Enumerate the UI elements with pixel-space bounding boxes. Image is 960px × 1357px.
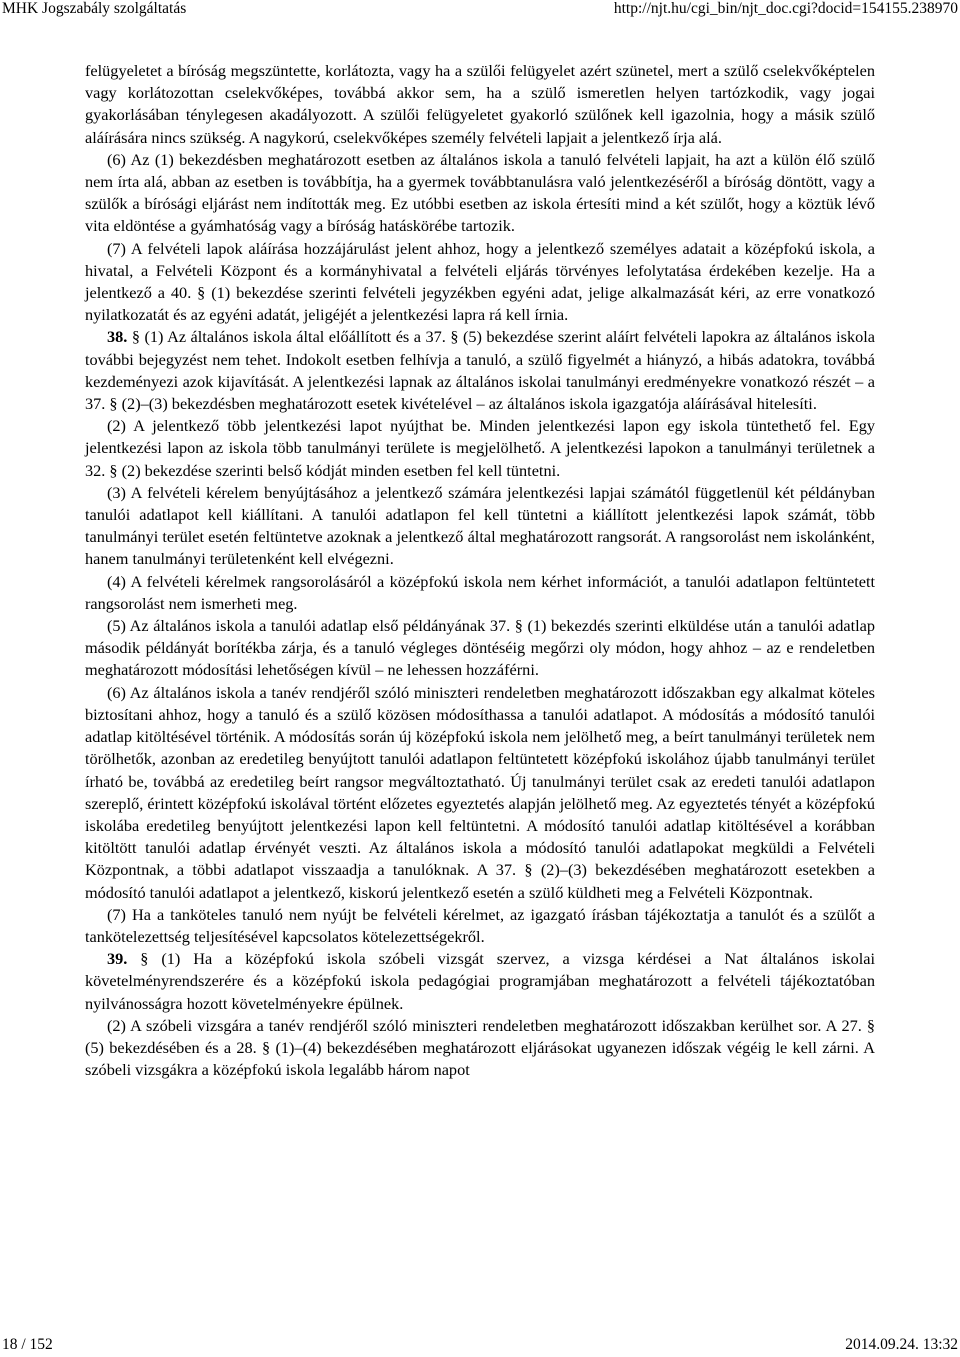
page-header: [0, 0, 960, 18]
header-source: MHK Jogszabály szolgáltatás: [2, 0, 187, 17]
section-text: § (1) Az általános iskola által előállított és a 37. § (5) bekezdése szerint aláírt felvételi lapokra az általános iskola további bejegyzést nem tehet. Indokolt esetben felhívja a tanuló, a szülő figyelmét a hiányzó, a hibás adatokra, továbbá kezdeményezi azok kijavítását. A jelentkezési lapnak az általános iskolai tanulmányi eredményekre vonatkozó részét – a 37. § (2)–(3) bekezdésben meghatározott esetek kivételével – az általános iskola igazgatója aláírásával hitelesíti.: [85, 327, 875, 414]
paragraph: felügyeletet a bíróság megszüntette, korlátozta, vagy ha a szülői felügyelet azért szünetel, mert a szülő cselekvőképtelen vagy korlátozottan cselekvőképes, továbbá akkor sem, ha a szülő ismeretlen helyen tartózkodik, vagy jogai gyakorlásában ténylegesen akadályozott. A szülői felügyeletet gyakorló szülőnek kell igazolnia, hogy a másik szülő aláírására nincs szükség. A nagykorú, cselekvőképes személy felvételi lapjait a jelentkező írja alá.: [85, 61, 875, 147]
section-number: 39.: [107, 949, 128, 969]
page-counter: 18 / 152: [2, 1336, 53, 1353]
document-body: [85, 60, 875, 1081]
print-timestamp: 2014.09.24. 13:32: [845, 1336, 958, 1353]
header-url[interactable]: http://njt.hu/cgi_bin/njt_doc.cgi?docid=154155.238970: [613, 0, 958, 17]
paragraph: (5) Az általános iskola a tanulói adatlap első példányának 37. § (1) bekezdés szerinti elküldése után a tanulói adatlap második példányát borítékba zárja, és a tanuló végleges döntéséig megőrzi oly módon, hogy ahhoz – az e rendeletben meghatározott módosítási lehetőségen kívül – ne lehessen hozzáférni.: [85, 616, 875, 680]
section-text: § (1) Ha a középfokú iskola szóbeli vizsgát szervez, a vizsga kérdései a Nat általános iskolai követelményrendszerére és a középfokú iskola pedagógiai programjában meghatározott a felvételi tájékoztatóban nyilvánosságra hozott követelményekre épülnek.: [85, 949, 875, 1013]
paragraph: (2) A szóbeli vizsgára a tanév rendjéről szóló miniszteri rendeletben meghatározott időszakban kerülhet sor. A 27. § (5) bekezdésében és a 28. § (1)–(4) bekezdésében meghatározott eljárásokat ugyanezen időszak végéig le kell zárni. A szóbeli vizsgákra a középfokú iskola legalább három napot: [85, 1015, 875, 1080]
paragraph: (7) A felvételi lapok aláírása hozzájárulást jelent ahhoz, hogy a jelentkező személyes adatait a középfokú iskola, a hivatal, a Felvételi Központ és a kormányhivatal a felvételi eljárás törvényes lefolytatása érdekében kezelje. Ha a jelentkező a 40. § (1) bekezdése szerinti felvételi jegyzékben egyéni adat, jelige alkalmazását kéri, az erre vonatkozó nyilatkozatát és az egyéni adatát, jeligéjét a jelentkezési lapra rá kell írnia.: [85, 238, 875, 325]
paragraph: (7) Ha a tanköteles tanuló nem nyújt be felvételi kérelmet, az igazgató írásban tájékoztatja a tanulót és a szülőt a tankötelezettség teljesítésével kapcsolatos kötelezettségekről.: [85, 904, 875, 946]
paragraph: (2) A jelentkező több jelentkezési lapot nyújthat be. Minden jelentkezési lapon egy iskola tüntethető fel. Egy jelentkezési lapon az iskola több tanulmányi területe is megjelölhető. A jelentkezési lapokon a tanulmányi területnek a 32. § (2) bekezdése szerinti belső kódját minden esetben fel kell tüntetni.: [85, 416, 875, 480]
paragraph: (6) Az (1) bekezdésben meghatározott esetben az általános iskola a tanuló felvételi lapjait, ha azt a külön élő szülő nem írta alá, abban az esetben is továbbítja, ha a gyermek továbbtanulásra való jelentkezéséről a bíróság döntött, vagy a szülők a bírósági eljárást nem indították meg. Ez utóbbi esetben az iskola értesíti mind a két szülőt, hogy a köztük lévő vita eldöntése a gyámhatóság vagy a bíróság hatáskörébe tartozik.: [85, 149, 875, 236]
page-footer: [0, 1336, 960, 1354]
paragraph: (6) Az általános iskola a tanév rendjéről szóló miniszteri rendeletben meghatározott időszakban egy alkalmat köteles biztosítani ahhoz, hogy a tanuló és a szülő közösen módosíthassa a tanulói adatlapot. A módosítás a módosító tanulói adatlap kitöltésével történik. A módosítás során új középfokú iskola nem jelölhető meg, a beírt tanulmányi területek nem törölhetők, azonban az eredetileg benyújtott tanulói adatlapon feltüntetett középfokú iskolához újabb tanulmányi terület írható be, továbbá az eredetileg beírt rangsor megváltoztatható. Új tanulmányi terület csak az eredeti tanulói adatlapon szereplő, érintett középfokú iskolával történt előzetes egyeztetés alapján jelölhető meg. Az egyeztetés tényét a középfokú iskolába eredetileg benyújtott jelentkezési lapon kell feltüntetni. A módosító tanulói adatlap kitöltésével a korábban kitöltött tanulói adatlap érvényét veszti. Az általános iskola a módosító tanulói adatlapokat megküldi a Felvételi Központnak, a többi adatlapot visszaadja a tanulóknak. A 37. § (2)–(3) bekezdésében meghatározott esetekben a módosító tanulói adatlapot a jelentkező, kiskorú jelentkező esetén a szülő küldheti meg a Felvételi Központnak.: [85, 682, 875, 902]
paragraph: (4) A felvételi kérelmek rangsorolásáról a középfokú iskola nem kérhet információt, a tanulói adatlapon feltüntetett rangsorolást nem ismerheti meg.: [85, 571, 875, 613]
section-number: 38.: [107, 327, 128, 347]
section-paragraph: [85, 326, 875, 415]
paragraph: (3) A felvételi kérelem benyújtásához a jelentkező számára jelentkezési lapjai számától függetlenül két példányban tanulói adatlapot kell kiállítani. A tanulói adatlapon fel kell tüntetni a kiállított jelentkezési lapok számát, több tanulmányi terület esetén feltüntetve azoknak a jelentkező által meghatározott rangsorát. A rangsorolást nem iskolánként, hanem tanulmányi területenként kell elvégezni.: [85, 482, 875, 569]
section-paragraph: [85, 948, 875, 1015]
